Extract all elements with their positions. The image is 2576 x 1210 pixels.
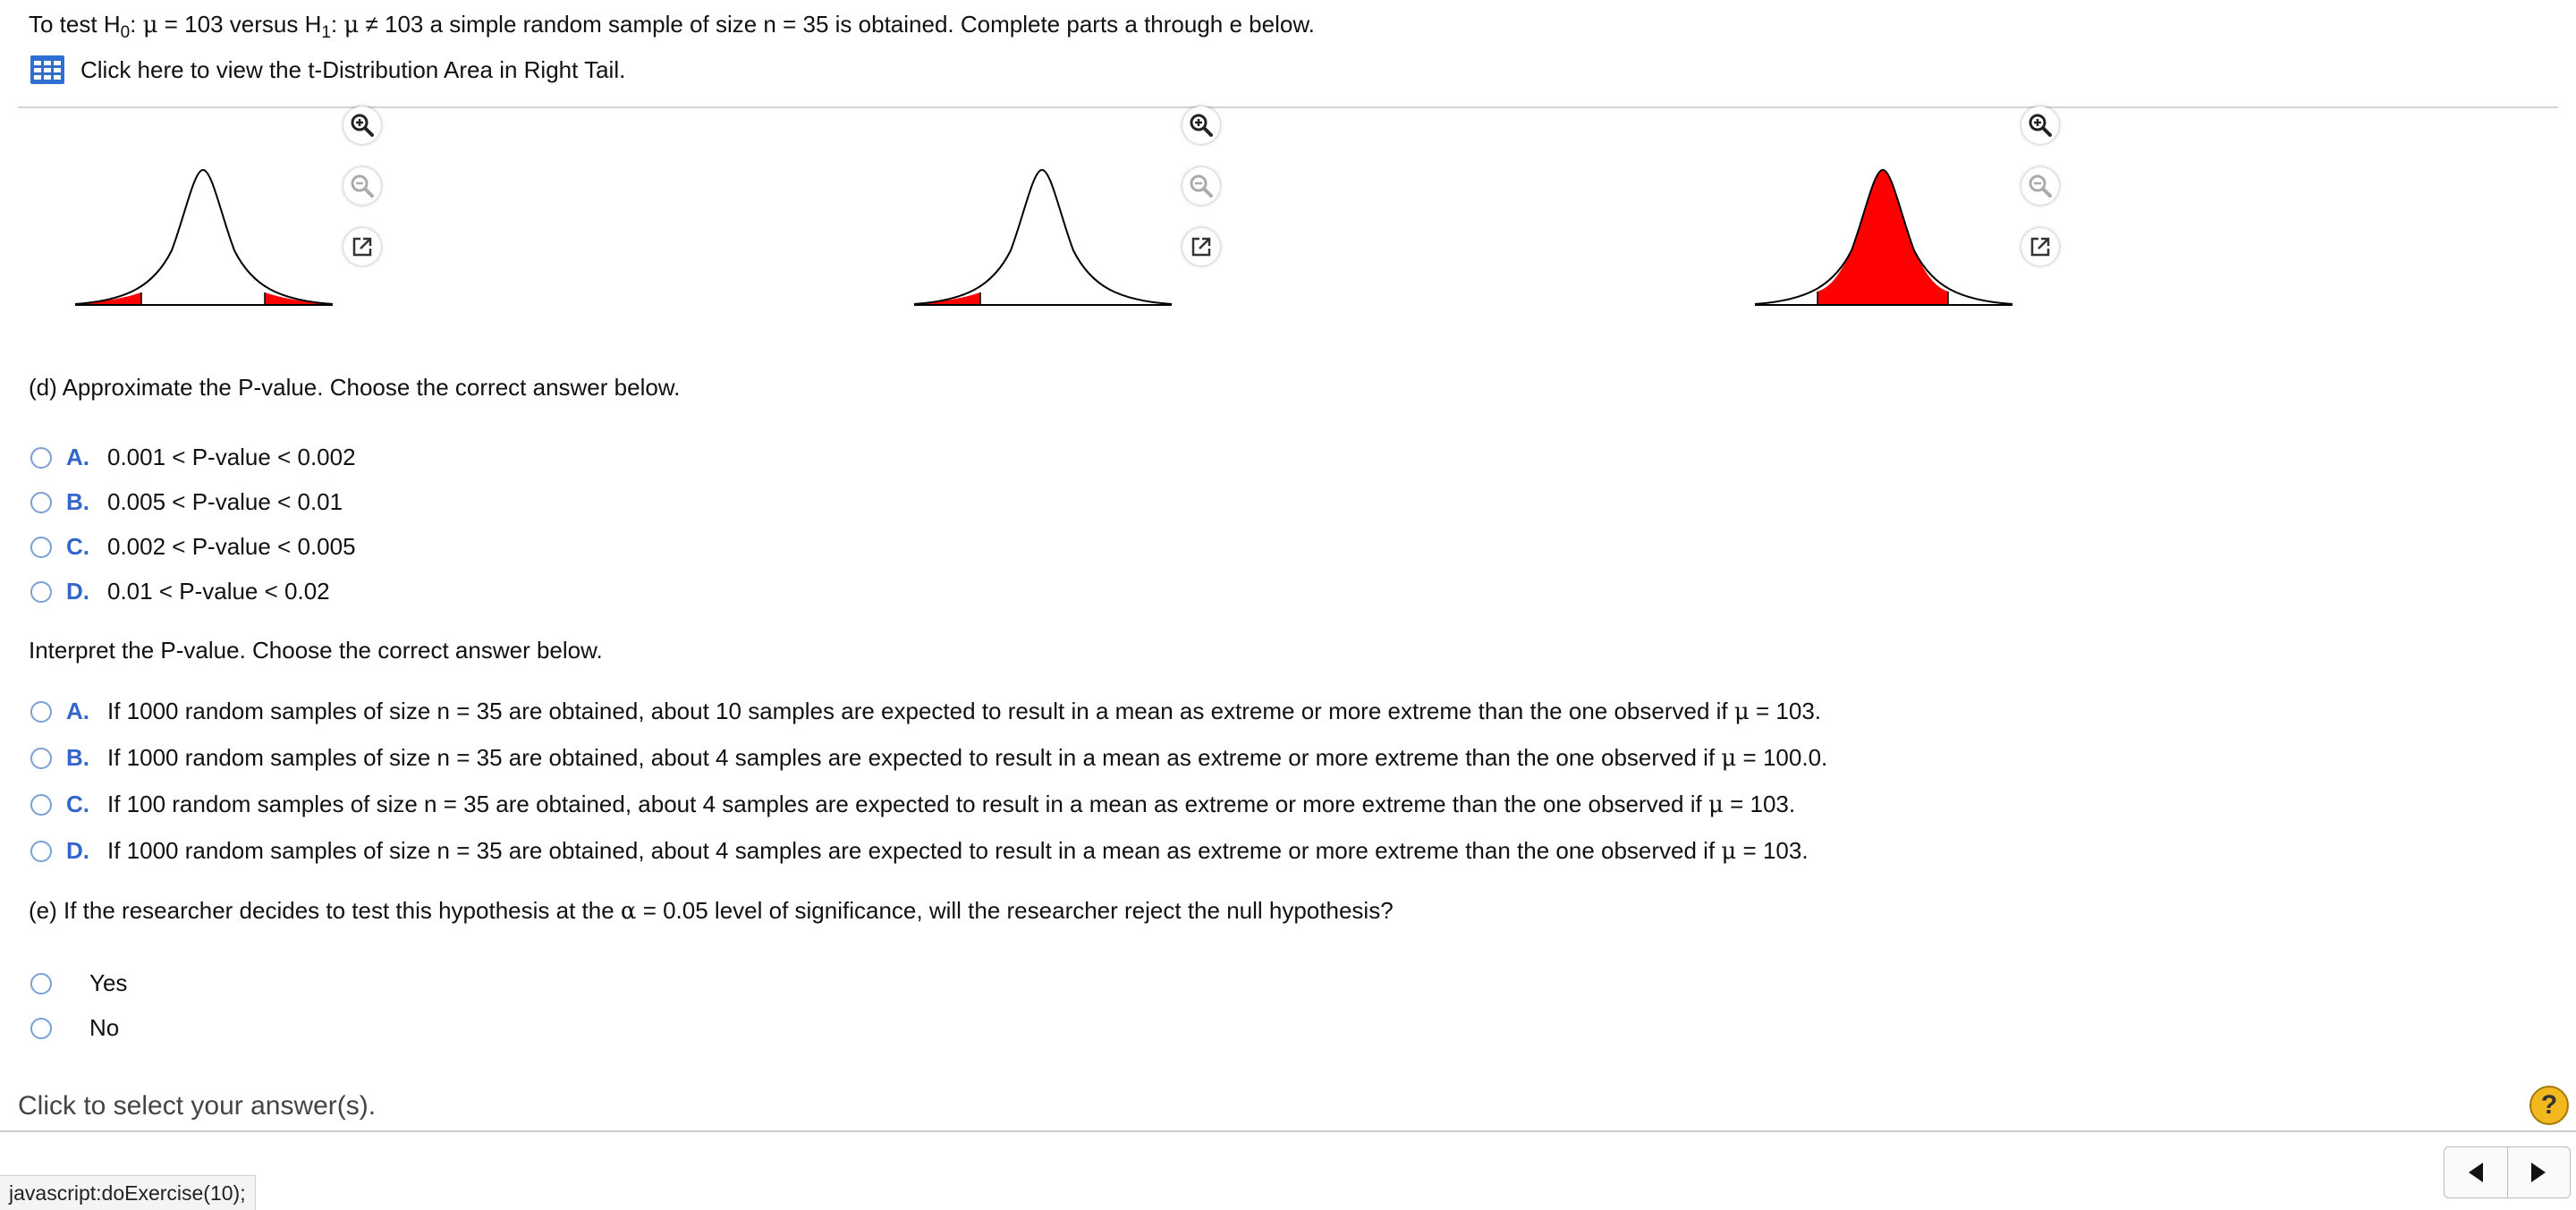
density-curve xyxy=(914,170,1172,304)
radio-button[interactable] xyxy=(30,492,52,513)
option-letter: C. xyxy=(66,791,89,817)
graph-center[interactable] xyxy=(1753,161,2021,313)
option-text: 0.005 < P-value < 0.01 xyxy=(107,488,343,515)
option-text: If 1000 random samples of size n = 35 are obtained, about 4 samples are expected to result in a mean as extreme or more extreme than the one observed if μ = 103. xyxy=(107,837,1809,865)
option-text: If 1000 random samples of size n = 35 are obtained, about 10 samples are expected to result in a mean as extreme or more extreme than the one observed if μ = 103. xyxy=(107,698,1822,725)
pop-out-button[interactable] xyxy=(343,228,381,266)
zoom-in-button[interactable] xyxy=(2021,106,2059,144)
part-d-option-d[interactable] xyxy=(30,578,330,605)
radio-button[interactable] xyxy=(30,973,52,994)
part-d-prompt: (d) Approximate the P-value. Choose the correct answer below. xyxy=(29,374,681,401)
zoom-out-icon xyxy=(2028,173,2053,199)
table-icon xyxy=(30,55,64,84)
center-shade xyxy=(1818,170,1948,305)
zoom-in-icon xyxy=(1189,113,1214,138)
option-letter: B. xyxy=(66,744,89,771)
interpret-option-b[interactable] xyxy=(30,744,1827,772)
radio-button[interactable] xyxy=(30,1018,52,1039)
option-letter: A. xyxy=(66,698,89,724)
triangle-right-icon xyxy=(2529,1161,2547,1184)
radio-button[interactable] xyxy=(30,447,52,469)
next-button[interactable] xyxy=(2507,1147,2571,1197)
help-button[interactable] xyxy=(2529,1086,2569,1125)
zoom-in-icon xyxy=(2028,113,2053,138)
part-e-option-no[interactable] xyxy=(30,1014,119,1042)
table-link-label: Click here to view the t-Distribution Area in Right Tail. xyxy=(80,55,626,83)
help-icon: ? xyxy=(2540,1090,2558,1120)
option-text: 0.002 < P-value < 0.005 xyxy=(107,533,356,560)
pop-out-button[interactable] xyxy=(2021,228,2059,266)
zoom-in-button[interactable] xyxy=(343,106,381,144)
radio-button[interactable] xyxy=(30,794,52,816)
option-letter: B. xyxy=(66,488,89,515)
part-d-option-c[interactable] xyxy=(30,533,356,561)
interpret-option-d[interactable] xyxy=(30,837,1809,865)
zoom-out-icon xyxy=(350,173,375,199)
radio-button[interactable] xyxy=(30,841,52,862)
option-text: If 100 random samples of size n = 35 are obtained, about 4 samples are expected to result in a mean as extreme or more extreme than the one observed if μ = 103. xyxy=(107,791,1796,818)
t-distribution-table-link[interactable] xyxy=(30,55,625,84)
option-text: If 1000 random samples of size n = 35 are obtained, about 4 samples are expected to result in a mean as extreme or more extreme than the one observed if μ = 100.0. xyxy=(107,744,1828,772)
divider xyxy=(18,106,2558,108)
option-letter: C. xyxy=(66,533,89,560)
zoom-in-button[interactable] xyxy=(1182,106,1220,144)
problem-statement: To test $H_0$: μ = 103 versus $H_1$: μ ≠ 103 a simple random sample of size n = 35 is obtained. Complete parts a through e below. xyxy=(29,11,1315,42)
part-d-option-a[interactable] xyxy=(30,444,356,471)
option-text: 0.001 < P-value < 0.002 xyxy=(107,444,356,470)
pop-out-icon xyxy=(2029,235,2052,258)
option-letter: D. xyxy=(66,578,89,605)
navigation-buttons xyxy=(2444,1147,2571,1198)
footer-divider xyxy=(0,1130,2576,1132)
pop-out-icon xyxy=(351,235,374,258)
option-text: Yes xyxy=(89,969,128,996)
option-text: No xyxy=(89,1014,120,1041)
graph-two-tailed[interactable] xyxy=(73,161,342,313)
part-e-option-yes[interactable] xyxy=(30,969,127,997)
radio-button[interactable] xyxy=(30,701,52,723)
part-d-option-b[interactable] xyxy=(30,488,343,516)
option-text: 0.01 < P-value < 0.02 xyxy=(107,578,330,605)
radio-button[interactable] xyxy=(30,537,52,558)
interpret-prompt: Interpret the P-value. Choose the correct answer below. xyxy=(29,637,603,664)
pop-out-icon xyxy=(1190,235,1213,258)
radio-button[interactable] xyxy=(30,748,52,769)
interpret-option-c[interactable] xyxy=(30,791,1795,818)
triangle-left-icon xyxy=(2467,1161,2485,1184)
interpret-option-a[interactable] xyxy=(30,698,1821,725)
part-e-prompt: (e) If the researcher decides to test this hypothesis at the α = 0.05 level of significance, will the researcher reject the null hypothesis? xyxy=(29,897,1394,925)
radio-button[interactable] xyxy=(30,581,52,603)
zoom-out-icon xyxy=(1189,173,1214,199)
zoom-in-icon xyxy=(350,113,375,138)
status-bar: javascript:doExercise(10); xyxy=(0,1175,256,1210)
zoom-out-button[interactable] xyxy=(343,167,381,205)
option-letter: A. xyxy=(66,444,89,470)
option-letter: D. xyxy=(66,837,89,864)
zoom-out-button[interactable] xyxy=(2021,167,2059,205)
zoom-out-button[interactable] xyxy=(1182,167,1220,205)
footer-message: Click to select your answer(s). xyxy=(18,1091,377,1121)
density-curve xyxy=(75,170,333,304)
previous-button[interactable] xyxy=(2445,1147,2507,1197)
graph-left-tailed[interactable] xyxy=(912,161,1181,313)
pop-out-button[interactable] xyxy=(1182,228,1220,266)
